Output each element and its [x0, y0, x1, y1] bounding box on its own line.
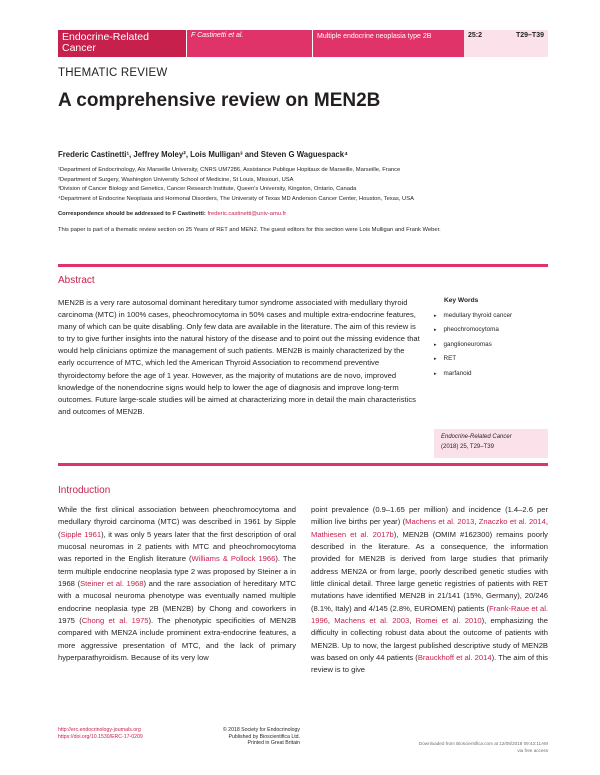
keyword-item: ▸ pheochromocytoma — [434, 323, 512, 337]
citation-box — [434, 429, 548, 458]
correspondence — [58, 211, 286, 217]
body-text: While the first clinical association between pheochromocytoma and medullary thyroid carcinoma (MTC) was described in 1961 by Sipple ( — [58, 505, 296, 539]
paper-title: A comprehensive review on MEN2B — [58, 90, 381, 111]
section-label: THEMATIC REVIEW — [58, 67, 168, 79]
body-column-left — [58, 504, 296, 664]
separator: , — [545, 517, 548, 527]
body-text: ). The phenotypic specificities of MEN2B compared with MEN2A include prominent extra-endocrine features, a more aggressive presentation of MTC, and the lack of primary hyperparathyroidism. Because of its very low — [58, 616, 297, 663]
download-note: Downloaded from Bioscientifica.com at 12/08/2018 09:43:11AM — [418, 741, 548, 746]
keyword-item: ▸ RET — [434, 352, 512, 366]
copyright-line: © 2018 Society for Endocrinology — [222, 727, 300, 733]
keyword-item: ▸ ganglioneuromas — [434, 338, 512, 352]
reference-link[interactable]: Sipple 1961 — [60, 529, 102, 539]
affiliation: ⁴Department of Endocrine Neoplasia and Hormonal Disorders, The University of Texas MD Anderson Cancer Center, Houston, Texas, USA — [58, 195, 414, 202]
author-list: Frederic Castinetti¹, Jeffrey Moley², Lois Mulligan³ and Steven G Waguespack⁴ — [58, 150, 348, 159]
reference-link[interactable]: Frank-Raue et al. 1996 — [311, 603, 548, 626]
abstract-text: MEN2B is a very rare autosomal dominant hereditary tumor syndrome associated with medullary thyroid carcinoma (MTC) in 100% cases, pheochromocytoma in 50% cases and multiple extra-endocrine features, many of which can be quite disabling. Only few data are available in the literature. The aim of this review is to try to give further insights into the natural history of the disease and to point out the missing evidence that would help clinicians optimize the management of such patients. MEN2B is mainly characterized by the early occurrence of MTC, which led the American Thyroid Association to recommend preventive thyroidectomy before the age of 1 year. However, as the majority of mutations are de novo, improved knowledge of the nonendocrine signs would help to lower the age of diagnosis and improve long-term outcomes. Future large-scale studies will be aimed at characterizing more in detail the main characteristics and outcomes of MEN2B. — [58, 298, 420, 416]
body-text: ), emphasizing the difficulty in collecting robust data about the outcome of patients with MEN2B. Up to now, the largest published descriptive study of MEN2B was based on only 44 patients ( — [311, 616, 548, 663]
header-authors: F Castinetti et al. — [186, 30, 312, 57]
body-text: ) and the rare association of hereditary MTC with a mucosal neuroma phenotype was eventually named multiple endocrine neoplasia type 2B (MEN2B) by Chong and coworkers in 1975 ( — [58, 579, 296, 626]
affiliation: ³Division of Cancer Biology and Genetics, Cancer Research Institute, Queen's University, Kingston, Ontario, Canada — [58, 186, 357, 193]
header-volume: 25:2 — [464, 30, 500, 57]
printed-line: Printed in Great Britain — [247, 740, 300, 746]
body-column-right — [311, 504, 548, 677]
journal-url-link[interactable]: http://erc.endocrinology-journals.org — [58, 727, 141, 733]
body-text: ), it was only 5 years later that the first description of oral mucosal neuromas in 2 patients with MTC and pheochromocytoma was reported in the English literature ( — [58, 529, 296, 564]
journal-name: Endocrine-Related Cancer — [58, 30, 186, 57]
affiliations — [58, 166, 548, 204]
citation-line: (2018) 25, T29–T39 — [441, 443, 494, 450]
header-topic: Multiple endocrine neoplasia type 2B — [312, 30, 464, 57]
reference-link[interactable]: Williams & Pollock 1966 — [191, 554, 276, 564]
reference-link[interactable]: Chong et al. 1975 — [81, 616, 149, 626]
doi-link[interactable]: https://doi.org/10.1530/ERC-17-0209 — [58, 733, 143, 740]
affiliation: ¹Department of Endocrinology, Aix Marseille University, CNRS UM7286, Assistance Publique Hopitaux de Marseille, Marseille, France — [58, 167, 401, 173]
header-pages: T29–T39 — [500, 30, 548, 57]
reference-link[interactable]: Znaczko et al. 2014 — [478, 517, 546, 527]
reference-link[interactable]: Steiner et al. 1968 — [80, 579, 144, 589]
correspondence-email-link[interactable]: frederic.castinetti@univ-amu.fr — [207, 211, 287, 217]
body-text: ), MEN2B (OMIM #162300) remains poorly described in the literature. As a consequence, the information provided for MEN2B is derived from large studies that primarily address MEN2A or from large, poorly described genetic studies with little clinical detail. Three large genetic registries of patients with RET mutations have identified MEN2B in 21/141 (15%, Germany), 20/246 (8.1%, Italy) and 4/145 (2.8%, EUROMEN) patients ( — [311, 529, 548, 613]
footer-links — [58, 727, 143, 740]
introduction-heading: Introduction — [58, 485, 111, 496]
access-note: via free access — [517, 747, 548, 753]
abstract-heading: Abstract — [58, 275, 95, 286]
reference-link[interactable]: Brauckhoff et al. 2014 — [417, 653, 492, 663]
keyword-item: ▸ marfanoid — [434, 367, 512, 381]
reference-link[interactable]: Machens et al. 2013 — [405, 517, 475, 527]
keywords-heading: Key Words — [444, 297, 479, 304]
body-text: ). The aim of this review is to give — [311, 653, 548, 675]
correspondence-label: Correspondence should be addressed to F Castinetti: — [58, 211, 206, 217]
body-text: point prevalence (0.9–1.65 per million) and incidence (1.4–2.6 per million live births per year) ( — [311, 505, 548, 527]
footer-copyright — [190, 727, 300, 747]
keyword-item: ▸ medullary thyroid cancer — [434, 309, 512, 323]
separator: , — [409, 616, 416, 626]
divider — [58, 463, 548, 466]
body-text: ). The term multiple endocrine neoplasia type 2 was proposed by Steiner a in 1968 ( — [58, 554, 296, 589]
reference-link[interactable]: Mathiesen et al. 2017b — [311, 529, 394, 539]
reference-link[interactable]: Machens et al. 2003 — [334, 616, 410, 626]
footer-download — [360, 741, 548, 754]
thematic-note: This paper is part of a thematic review section on 25 Years of RET and MEN2. The guest editors for this section were Lois Mulligan and Frank Weber. — [58, 227, 441, 233]
keywords-list — [434, 309, 512, 381]
citation-journal: Endocrine-Related Cancer — [441, 434, 512, 440]
separator: , — [327, 616, 335, 626]
affiliation: ²Department of Surgery, Washington University School of Medicine, St Louis, Missouri, USA — [58, 176, 294, 183]
divider — [58, 264, 548, 267]
journal-header — [58, 30, 548, 57]
separator: , — [474, 517, 479, 527]
publisher-line: Published by Bioscientifica Ltd. — [228, 733, 300, 740]
reference-link[interactable]: Romei et al. 2010 — [415, 616, 482, 626]
